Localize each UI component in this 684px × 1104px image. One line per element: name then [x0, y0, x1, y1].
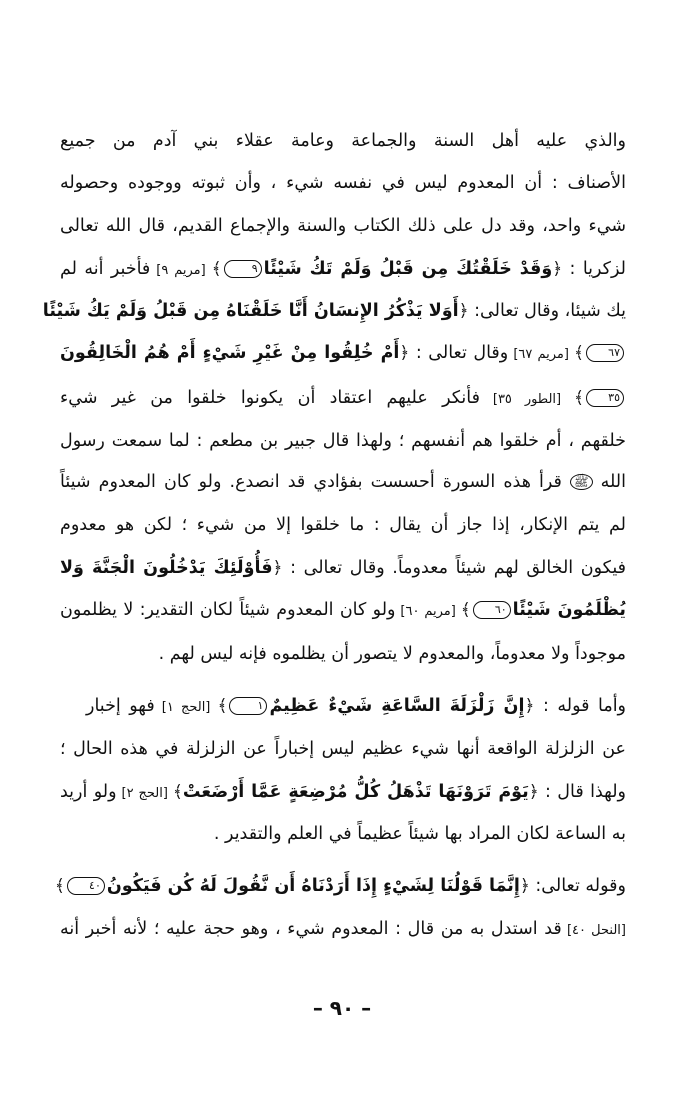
text-line-16 [60, 772, 626, 812]
quran-verse: إِنَّ زَلْزَلَةَ السَّاعَةِ شَيْءٌ عَظِيمٌ [269, 696, 525, 716]
text-run: لم يتم الإنكار، إذا جاز أن يقال : ما خلقوا إلا من شيء ؛ لكن هو معدوم [60, 515, 626, 535]
quran-verse: يُظْلَمُونَ شَيْئًا [512, 600, 626, 620]
text-line-5 [42, 291, 626, 331]
quran-bracket: ﴾ [460, 600, 471, 620]
text-line-10 [60, 505, 626, 545]
text-run: وأما قوله : [534, 696, 627, 716]
text-run: الأصناف : أن المعدوم ليس في نفسه شيء ، وأن ثبوته ووجوده وحصوله [60, 173, 626, 193]
text-line-2 [60, 163, 626, 203]
text-run: الله [592, 472, 626, 492]
verse-reference: [مريم ٦٧] [508, 347, 575, 362]
verse-reference: [مريم ٩] [150, 263, 212, 278]
text-run: والذي عليه أهل السنة والجماعة وعامة عقلاء بني آدم من جميع [60, 131, 626, 151]
ayah-number-marker: ٩ [224, 260, 262, 278]
text-line-7 [60, 378, 626, 418]
salla-symbol: ﷺ [570, 474, 593, 490]
quran-bracket: ﴾ [574, 343, 584, 363]
verse-reference: [الحج ٢] [116, 786, 173, 801]
text-run: شيء واحد، وقد دل على ذلك الكتاب والسنة والإجماع القديم، قال الله تعالى [60, 216, 626, 236]
text-line-4 [60, 249, 626, 289]
text-line-1 [60, 121, 626, 161]
quran-bracket: ﴿ [519, 876, 530, 896]
quran-verse: يَوْمَ تَرَوْنَهَا تَذْهَلُ كُلُّ مُرْضِعَةٍ عَمَّا أَرْضَعَتْ [182, 782, 529, 802]
text-run: موجوداً ولا معدوماً، والمعدوم لا يتصور أن يظلموه فإنه ليس لهم . [158, 644, 626, 664]
quran-bracket: ﴾ [54, 876, 65, 896]
text-line-11 [60, 548, 626, 588]
text-run: ولو أريد [60, 782, 117, 802]
text-line-6 [60, 333, 626, 373]
text-run: وقوله تعالى: [529, 876, 626, 896]
text-line-9 [60, 462, 626, 502]
text-run: خلقهم ، أم خلقوا هم أنفسهم ؛ ولهذا قال جبير بن مطعم : لما سمعت رسول [60, 431, 626, 451]
ayah-number-marker: ٦٠ [473, 601, 511, 619]
quran-bracket: ﴿ [399, 343, 410, 363]
quran-verse: فَأُوْلَئِكَ يَدْخُلُونَ الْجَنَّةَ وَلا [60, 558, 273, 578]
ayah-number-marker: ١ [229, 697, 267, 715]
verse-reference: [مريم ٦٠] [395, 604, 461, 619]
ayah-number-marker: ٣٥ [586, 389, 624, 407]
text-run: ولو كان المعدوم شيئاً لكان التقدير: لا يظلمون [60, 600, 396, 620]
text-line-14 [86, 686, 626, 726]
text-run: يك شيئا، وقال تعالى: [468, 301, 626, 321]
quran-bracket: ﴿ [524, 696, 535, 716]
text-run: فأنكر عليهم اعتقاد أن يكونوا خلقوا من غير شيء [60, 388, 480, 408]
ayah-number-marker: ٤٠ [67, 877, 105, 895]
quran-verse: إِنَّمَا قَوْلُنَا لِشَيْءٍ إِذَا أَرَدْنَاهُ أَن نَّقُولَ لَهُ كُن فَيَكُونُ [106, 876, 520, 896]
text-line-18 [54, 866, 626, 906]
quran-bracket: ﴿ [528, 782, 539, 802]
text-run: فيكون الخالق لهم شيئاً معدوماً. وقال تعالى : [282, 558, 626, 578]
text-run: قد استدل به من قال : المعدوم شيء ، وهو حجة عليه ؛ لأنه أخبر أنه [60, 919, 562, 939]
text-run: ولهذا قال : [538, 782, 626, 802]
text-line-19 [60, 909, 626, 949]
quran-bracket: ﴿ [272, 558, 283, 578]
verse-reference: [الطور ٣٥] [479, 392, 575, 407]
text-run: فأخبر أنه لم [60, 259, 151, 279]
quran-bracket: ﴾ [217, 696, 228, 716]
text-run: فهو إخبار [86, 696, 155, 716]
quran-bracket: ﴿ [552, 259, 563, 279]
text-run: به الساعة لكان المراد بها شيئاً عظيماً في العلم والتقدير . [213, 824, 626, 844]
text-run: عن الزلزلة الواقعة أنها شيء عظيم ليس إخباراً عن الزلزلة في هذه الحال ؛ [60, 739, 626, 759]
quran-verse: أَمْ خُلِقُوا مِنْ غَيْرِ شَيْءٍ أَمْ هُمُ الْخَالِقُونَ [60, 343, 400, 363]
text-line-8 [60, 421, 626, 461]
ayah-number-marker: ٦٧ [586, 344, 624, 362]
quran-verse: وَقَدْ خَلَقْتُكَ مِن قَبْلُ وَلَمْ تَكُ شَيْئًا [263, 259, 553, 279]
text-run: وقال تعالى : [409, 343, 509, 363]
verse-reference: [الحج ١] [154, 700, 218, 715]
quran-verse: أَوَلا يَذْكُرُ الإِنسَانُ أَنَّا خَلَقْنَاهُ مِن قَبْلُ وَلَمْ يَكُ شَيْئًا [42, 301, 459, 321]
quran-bracket: ﴾ [172, 782, 183, 802]
text-line-12 [60, 590, 626, 630]
quran-bracket: ﴾ [574, 388, 584, 408]
text-line-3 [60, 206, 626, 246]
text-run: قرأ هذه السورة أحسست بفؤادي قد انصدع. ولو كان المعدوم شيئاً [60, 472, 571, 492]
text-line-15 [60, 729, 626, 769]
text-line-13 [60, 634, 626, 674]
text-run: لزكريا : [562, 259, 626, 279]
text-line-17 [60, 814, 626, 854]
verse-reference: [النحل ٤٠] [561, 923, 626, 938]
page-number: – ٩٠ – [312, 996, 372, 1020]
quran-bracket: ﴾ [211, 259, 222, 279]
quran-bracket: ﴿ [458, 301, 469, 321]
